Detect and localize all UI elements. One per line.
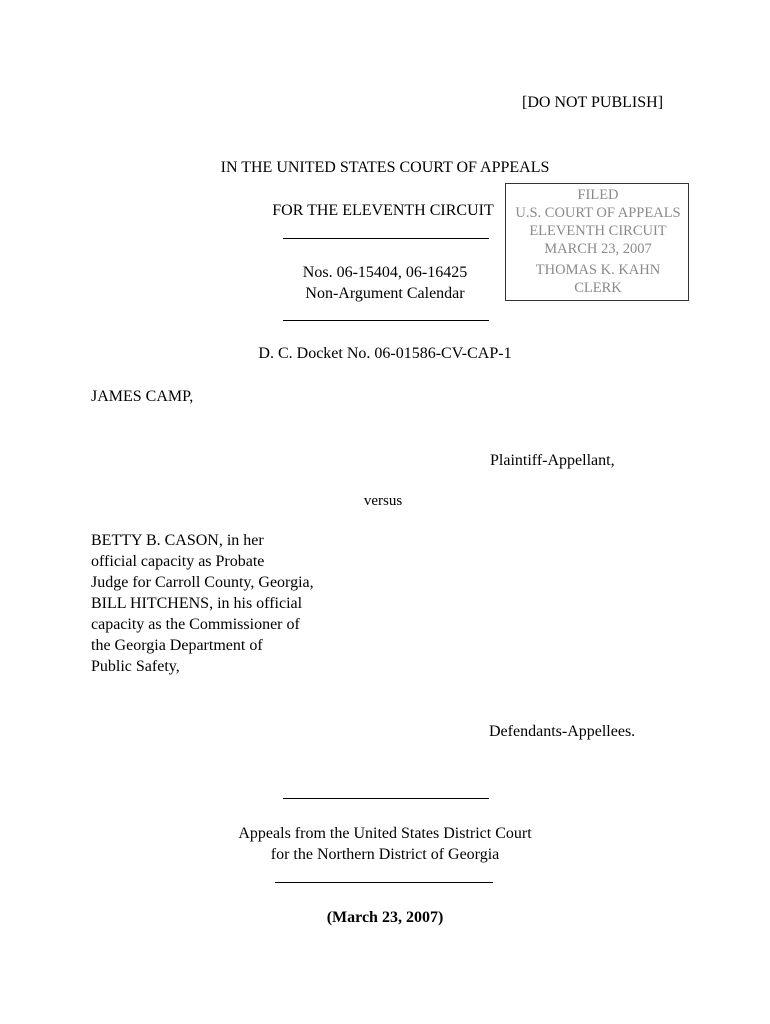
publication-notice: [DO NOT PUBLISH] (522, 94, 664, 111)
case-numbers: Nos. 06-15404, 06-16425 (302, 264, 468, 281)
divider-rule-4 (275, 882, 493, 883)
defendants-block (91, 530, 314, 677)
defendant-line: Judge for Carroll County, Georgia, (91, 574, 314, 591)
stamp-date: MARCH 23, 2007 (544, 241, 652, 257)
divider-rule-1 (283, 238, 489, 239)
defendant-line: Public Safety, (91, 658, 180, 675)
divider-rule-2 (283, 320, 489, 321)
filed-stamp (505, 183, 689, 301)
versus-label: versus (363, 493, 403, 509)
stamp-clerk-name: THOMAS K. KAHN (535, 262, 661, 278)
stamp-clerk-title: CLERK (574, 280, 622, 296)
decision-date: (March 23, 2007) (326, 909, 444, 926)
appeal-line-2: for the Northern District of Georgia (270, 846, 500, 863)
divider-rule-3 (283, 798, 489, 799)
defendants-role: Defendants-Appellees. (489, 723, 636, 740)
stamp-court: U.S. COURT OF APPEALS (515, 205, 681, 221)
plaintiff-name: JAMES CAMP, (91, 388, 194, 405)
defendant-line: capacity as the Commissioner of (91, 616, 300, 633)
defendant-line: BILL HITCHENS, in his official (91, 595, 303, 612)
defendant-line: official capacity as Probate (91, 553, 265, 570)
docket-number: D. C. Docket No. 06-01586-CV-CAP-1 (258, 345, 512, 362)
stamp-circuit: ELEVENTH CIRCUIT (529, 223, 667, 239)
court-circuit: FOR THE ELEVENTH CIRCUIT (272, 202, 494, 219)
calendar-type: Non-Argument Calendar (305, 285, 465, 302)
stamp-filed: FILED (577, 187, 619, 203)
court-name: IN THE UNITED STATES COURT OF APPEALS (220, 159, 550, 176)
appeal-line-1: Appeals from the United States District Court (238, 825, 532, 842)
defendant-line: the Georgia Department of (91, 637, 263, 654)
plaintiff-role: Plaintiff-Appellant, (490, 452, 615, 469)
defendant-line: BETTY B. CASON, in her (91, 532, 264, 549)
